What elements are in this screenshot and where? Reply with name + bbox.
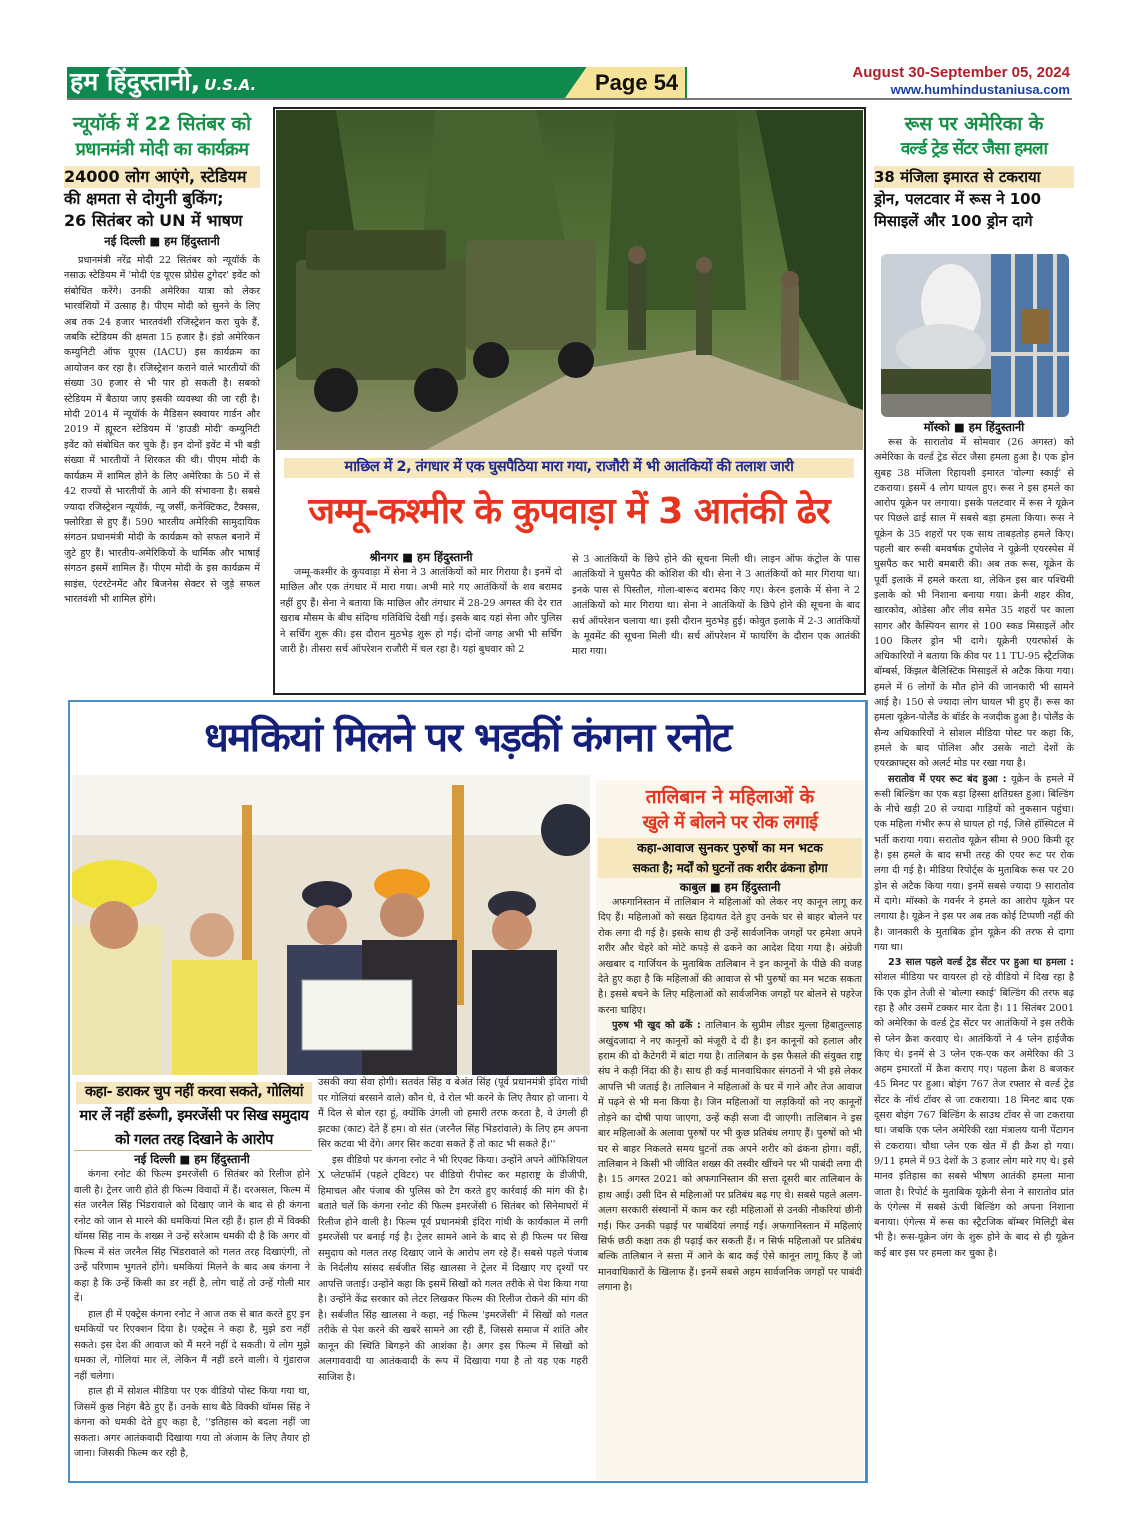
title-text: हम हिंदुस्तानी, — [70, 67, 201, 96]
left-subhead-3: 26 सितंबर को UN में भाषण — [64, 211, 243, 230]
right-dateline: मॉस्को ■ हम हिंदुस्तानी — [923, 420, 1025, 434]
right-para-1: रूस के सारातोव में सोमवार (26 अगस्त) को अमेरिका के वर्ल्ड ट्रेड सेंटर जैसा हमला हुआ है। एक ड्रोन सुबह 38 मंजिला रिहायशी इमारत 'वोल्गा स्काई' से टकराया। इसमें 4 लोग घायल हुए। रूस ने इस हमले का आरोप यूक्रेन पर लगाया। इसके पलटवार में रूस ने यूक्रेन पर पिछले ढाई साल में सबसे बड़ा हमला किया। रूस ने यूक्रेन के 35 शहरों पर एक साथ ताबड़तोड़ हमले किए। पहली बार रूसी बमवर्षक टुपोलेव ने यूक्रेनी एयरस्पेस में घुसपैठ कर भारी बमबारी की। अब तक रूस, यूक्रेन के पूर्वी इलाके में हमले करता था, लेकिन इस बार पश्चिमी इलाके को भी निशाना बनाया गया। क्रेनी शहर कीव, खारकोव, ओडेसा और लीव समेत 35 शहरों पर काला सागर और कैस्पियन सागर से 100 स्कड मिसाइलें और 100 किलर ड्रोन भी दागे। यूक्रेनी एयरफोर्स के अधिकारियों ने बताया कि कीव पर 11 TU-95 स्ट्रैटजिक बॉम्बर्स, किंझल बैलिस्टिक मिसाइलें से अटैक किया गया। हमले में 6 लोगों के मौत होने की जानकारी भी सामने आई है। 150 से ज्यादा लोग घायल भी हुए हैं। रूस का हमला यूक्रेन-पोलैंड के बॉर्डर के नजदीक हुआ है। पोलैंड के सैन्य अधिकारियों ने सोशल मीडिया पोस्ट पर कहा कि, हमले के बाद पोलिश और उसके नाटो देशों के एयरक्राफ्ट्स को अलर्ट मोड पर रखा गया है। — [874, 437, 1074, 770]
taliban-subhead-2: सकता है; मर्दों को घुटनों तक शरीर ढंकना होगा — [598, 858, 862, 878]
taliban-dateline: काबुल ■ हम हिंदुस्तानी — [679, 880, 781, 894]
left-headline-1: न्यूयॉर्क में 22 सितंबर को — [72, 113, 252, 135]
left-headline-2: प्रधानमंत्री मोदी का कार्यक्रम — [75, 139, 249, 160]
drone-attack-photo — [881, 254, 1069, 417]
kashmir-headline: जम्मू-कश्मीर के कुपवाड़ा में 3 आतंकी ढेर — [308, 491, 830, 532]
taliban-story — [598, 784, 862, 1296]
right-body — [874, 435, 1074, 1261]
taliban-body — [598, 895, 862, 1296]
left-subhead-1: 24000 लोग आएंगे, स्टेडियम — [64, 166, 260, 188]
kangana-para-3: हाल ही में सोशल मीडिया पर एक वीडियो पोस्ट किया गया था, जिसमें कुछ निहंग बैठे हुए हैं। उनके साथ बैठे विक्की थॉमस सिंह ने कंगना को धमकी देते हुए कहा है, ''इतिहास को बदला नहीं जा सकता। अगर आतंकवादी दिखाया गया तो अंजाम के लिए तैयार हो जाना। जिसकी फिल्म कर रही है, — [74, 1386, 310, 1459]
right-subhead-1: 38 मंजिला इमारत से टकराया — [874, 166, 1074, 188]
left-body — [64, 253, 260, 607]
taliban-subhead-1: कहा-आवाज सुनकर पुरुषों का मन भटक — [598, 838, 862, 858]
kashmir-body-1 — [280, 565, 562, 657]
taliban-sub-body: तालिबान के सुप्रीम लीडर मुल्ला हिबातुल्लाह अखुंदजादा ने नए कानूनों को मंजूरी दे दी है। इन कानूनों को हलाल और हराम की दो कैटेगरी में बांटा गया है। तालिबान के इस फैसले की संयुक्त राष्ट्र संघ ने कड़ी निंदा की है। साथ ही कई मानवाधिकार संगठनों ने भी इसे लेकर आपत्ति भी जताई है। तालिबान ने महिलाओं के घर में गाने और तेज आवाज में पढ़ने से भी मना किया है। जिन महिलाओं या लड़कियों को नए कानूनों तोड़ने का दोषी पाया जाएगा, उन्हें कड़ी सजा दी जाएगी। तालिबान ने इस बार महिलाओं के अलावा पुरुषों पर भी कुछ प्रतिबंध लगाए हैं। पुरुषों को भी घर से बाहर निकलते समय घुटनों तक अपने शरीर को ढंकना होगा। वहीं, तालिबान ने किसी भी जीवित शख्स की तस्वीर खींचने पर भी पाबंदी लगा दी है। 15 अगस्त 2021 को अफगानिस्तान की सत्ता दूसरी बार तालिबान के हाथ आई। उसी दिन से महिलाओं पर प्रतिबंध बढ़ गए थे। सबसे पहले अलग-अलग सरकारी संस्थानों में काम कर रही महिलाओं से उनकी नौकरियां छीनी गईं। फिर उनकी पढ़ाई पर पाबंदियां लगाई गईं। अफगानिस्तान में महिलाएं सिर्फ छठी कक्षा तक ही पढ़ाई कर सकती हैं। न सिर्फ महिलाओं पर प्रतिबंध बल्कि तालिबान ने सत्ता में आने के बाद कई ऐसे कानून लागू किए हैं जो मानवाधिकारों के खिलाफ हैं। इनमें सबसे अहम सार्वजनिक जगहों पर पाबंदी लगाना है। — [598, 1020, 862, 1294]
kangana-para-5: इस वीडियो पर कंगना रनोट ने भी रिएक्ट किया। उन्होंने अपने ऑफिशियल X प्लेटफॉर्म (पहले ट्विटर) पर वीडियो रीपोस्ट कर महाराष्ट्र के डीजीपी, हिमाचल और पंजाब की पुलिस को टैग करते हुए कार्रवाई की मांग की है। बताते चलें कि कंगना रनोट की फिल्म इमरजेंसी 6 सितंबर को सिनेमाघरों में रिलीज होने वाली है। फिल्म पूर्व प्रधानमंत्री इंदिरा गांधी के कार्यकाल में लगी इमरजेंसी पर बनाई गई है। ट्रेलर सामने आने के बाद से ही फिल्म पर सिख समुदाय को गलत तरह दिखाए जाने के आरोप लग रहे हैं। सबसे पहले पंजाब के निर्दलीय सांसद सर्बजीत सिंह खालसा ने ट्रेलर में दिखाए गए दृश्यों पर आपत्ति जताई। उन्होंने कहा कि इसमें सिखों को गलत तरीके से पेश किया गया है। उन्होंने केंद्र सरकार को लेटर लिखकर फिल्म की रिलीज रोकने की मांग की है। सर्बजीत सिंह खालसा ने कहा, नई फिल्म 'इमरजेंसी' में सिखों को गलत तरीके से पेश करने की खबरें सामने आ रही हैं, जिससे समाज में शांति और कानून की स्थिति बिगड़ने की आशंका है। अगर इस फिल्म में सिखों को अलगाववादी या आतंकवादी के रूप में दिखाया गया है तो यह एक गहरी साजिश है। — [318, 1154, 588, 1383]
kangana-body-1 — [74, 1167, 310, 1462]
kashmir-col-1 — [280, 550, 562, 657]
right-column-frame — [866, 700, 868, 1483]
group-photo-illustration — [72, 775, 590, 1075]
kashmir-col-2 — [572, 552, 860, 660]
forest-road-illustration — [276, 110, 863, 450]
taliban-headline-1: तालिबान ने महिलाओं के — [645, 786, 815, 808]
kangana-subhead: कहा- डराकर चुप नहीं करवा सकते, गोलियां मार लें नहीं डरूंगी, इमरजेंसी पर सिख समुदाय को गलत तरह दिखाने के आरोप — [79, 1084, 309, 1148]
kangana-para-1: कंगना रनोट की फिल्म इमरजेंसी 6 सितंबर को रिलीज होने वाली है। ट्रेलर जारी होते ही फिल्म विवादों में हैं। दरअसल, फिल्म में संत जरनैल सिंह भिंडरावाले को दिखाए जाने के बाद से ही कंगना रनोट को जान से मारने की धमकियां मिल रही हैं। हाल ही में विक्की थॉमस सिंह नाम के शख्स ने उन्हें सरेआम धमकी दी है कि अगर वो फिल्म में संत जरनैल सिंह भिंडरावाले को गलत तरह दिखाएंगी, तो उन्हें परिणाम भुगतने होंगे। धमकियां मिलने के बाद अब कंगना ने कहा है कि उन्हें किसी का डर नहीं है, लोग चाहें तो उन्हें गोली मार दें। — [74, 1169, 310, 1304]
taliban-subtitle: पुरुष भी खुद को ढकें : — [612, 1020, 701, 1032]
kangana-para-2: हाल ही में एक्ट्रेस कंगना रनोट ने आज तक से बात करते हुए इन धमकियों पर रिएक्शन दिया है। एक्ट्रेस ने कहा है, मुझे डरा नहीं सकते। इस देश की आवाज को मैं मरने नहीं दे सकती। ये लोग मुझे धमका लें, गोलियां मार लें, लेकिन मैं नहीं डरने वाली। ये गुंडाराज नहीं चलेगा। — [74, 1308, 310, 1382]
newspaper-title — [70, 66, 256, 98]
kashmir-para-2: से 3 आतंकियों के छिपे होने की सूचना मिली थी। लाइन ऑफ कंट्रोल के पास आतंकियों ने घुसपैठ की कोशिश की थी। सेना ने 3 आतंकियों को मार गिराया था। इनके पास से पिस्तौल, गोला-बारूद बरामद किए गए। केरन इलाके में सेना ने 2 आतंकियों को मार गिराया था। सेना ने आतंकियों के छिपे होने की सूचना के बाद सर्च ऑपरेशन चलाया था। इसी दौरान मुठभेड़ हुई। कोवुत इलाके में 2-3 आतंकियों के मूवमेंट की सूचना मिली थी। सर्च ऑपरेशन में फायरिंग के दौरान एक आतंकी मारा गया। — [572, 554, 860, 658]
kangana-headline: धमकियां मिलने पर भड़कीं कंगना रनोट — [204, 715, 731, 761]
kashmir-kicker: माछिल में 2, तंगधार में एक घुसपैठिया मारा गया, राजौरी में भी आतंकियों की तलाश जारी — [344, 459, 794, 475]
right-headline-2: वर्ल्ड ट्रेड सेंटर जैसा हमला — [900, 139, 1048, 159]
right-subtitle-2: 23 साल पहले वर्ल्ड ट्रेड सेंटर पर हुआ था हमला : — [888, 957, 1074, 969]
kashmir-body-2 — [572, 552, 860, 660]
kangana-para-4: उसकी क्या सेवा होगी। सतवंत सिंह व बेअंत सिंह (पूर्व प्रधानमंत्री इंदिरा गांधी पर गोलियां बरसाने वाले) कौन थे, वे रोल भी करने के लिए तैयार हो जाना। ये मैं दिल से बोल रहा हूं, क्योंकि उंगली जो हमारी तरफ करता है, वे उंगली ही झटका (काट) देते हैं हम। वो संत (जरनैल सिंह भिंडरांवाले) के लिए हम अपना सिर कटवा भी देंगे। अगर सिर कटवा सकते हैं तो काट भी सकते हैं।'' — [318, 1077, 588, 1150]
right-subhead-3: मिसाइलें और 100 ड्रोन दागे — [874, 212, 1033, 230]
left-story — [64, 112, 260, 607]
right-body-block — [874, 420, 1074, 1261]
kangana-dateline: नई दिल्ली ■ हम हिंदुस्तानी — [134, 1152, 250, 1166]
taliban-headline-2: खुले में बोलने पर रोक लगाई — [642, 812, 818, 833]
right-sub-body-1: यूक्रेन के हमले में रूसी बिल्डिंग का एक बड़ा हिस्सा क्षतिग्रस्त हुआ। बिल्डिंग के नीचे खड़ी 20 से ज्यादा गाड़ियों को नुकसान पहुंचा। एक महिला गंभीर रूप से घायल हो गई, जिसे हॉस्पिटल में भर्ती कराया गया। सरातोव यूक्रेन सीमा से 900 किमी दूर है। इस हमले के बाद सभी तरह की एयर रूट पर रोक लगा दी गई है। मीडिया रिपोर्ट्स के मुताबिक रूस पर 20 ड्रोन से अटैक किया गया। इनमें सबसे ज्यादा 9 सारातोव में दागे। मॉस्को के गवर्नर ने हमले का आरोप यूक्रेन पर लगाया है। यूक्रेन ने इस पर अब तक कोई टिप्पणी नहीं की है। जानकारी के मुताबिक ड्रोन यूक्रेन की तरफ से दागा गया था। — [874, 773, 1074, 953]
issue-date: August 30-September 05, 2024 — [852, 64, 1070, 81]
subhead-underline — [74, 1150, 312, 1151]
kangana-body-2 — [318, 1075, 588, 1385]
website-link[interactable]: www.humhindustaniusa.com — [890, 82, 1070, 97]
right-subhead-2: ड्रोन, पलटवार में रूस ने 100 — [874, 190, 1042, 208]
kashmir-para-1: जम्मू-कश्मीर के कुपवाड़ा में सेना ने 3 आतंकियों को मार गिराया है। इनमें दो माछिल और एक तंगधार में मारा गया। अभी मारे गए आतंकियों के शव बरामद नहीं हुए हैं। सेना ने बताया कि माछिल और तंगधार में 28-29 अगस्त की देर रात खराब मौसम के बीच संदिग्ध गतिविधि देखी गई। इसके बाद यहां सेना और पुलिस ने सर्चिंग शुरू की। इस दौरान मुठभेड़ शुरू हो गई। दोनों जगह अभी भी सर्चिंग जारी है। तीसरा सर्च ऑपरेशन राजौरी में चल रहा है। यहां बुधवार को 2 — [280, 567, 562, 656]
right-sub-body-2: सोशल मीडिया पर वायरल हो रहे वीडियो में दिख रहा है कि एक ड्रोन तेजी से 'बोल्गा स्काई' बिल्डिंग की तरफ बढ़ रहा है और उसमें टक्कर मार देता है। 11 सितंबर 2001 को अमेरिका के वर्ल्ड ट्रेड सेंटर पर आतंकियों ने इस तरीके से प्लेन क्रैश करवाए थे। आतंकियों ने 4 प्लेन हाईजैक किए थे। इनमें से 3 प्लेन एक-एक कर अमेरिका की 3 अहम इमारतों में क्रैश कराए गए। पहला क्रैश 8 बजकर 45 मिनट पर हुआ। बोइंग 767 तेज रफ्तार से वर्ल्ड ट्रेड सेंटर के नॉर्थ टॉवर से जा टकराया। 18 मिनट बाद एक दूसरा बोइंग 767 बिल्डिंग के साउथ टॉवर से जा टकराया था। जबकि एक प्लेन अमेरिकी रक्षा मंत्रालय यानी पेंटागन से टकराया। चौथा प्लेन एक खेत में ही क्रैश हो गया। 9/11 हमले में 93 देशों के 3 हजार लोग मारे गए थे। इसे मानव इतिहास का सबसे भीषण आतंकी हमला माना जाता है। रिपोर्ट के मुताबिक यूक्रेनी सेना ने सारातोव प्रांत के एंगेल्स में सबसे ऊंची बिल्डिंग को अपना निशाना बनाया। एंगेल्स में रूस का स्ट्रैटजिक बॉम्बर मिलिट्री बेस भी है। रूस-यूक्रेन जंग के शुरू होने के बाद से ही यूक्रेन कई बार इस पर हमला कर चुका है। — [874, 972, 1074, 1259]
explosion-building-illustration — [881, 254, 1069, 417]
taliban-para-1: अफगानिस्तान में तालिबान ने महिलाओं को लेकर नए कानून लागू कर दिए हैं। महिलाओं को सख्त हिदायत देते हुए उनके घर से बाहर बोलने पर रोक लगा दी गई है। इसके साथ ही उन्हें सार्वजनिक जगहों पर हमेशा अपने शरीर और चेहरे को मोटे कपड़े से ढकने का आदेश दिया गया है। अंग्रेजी अखबार द गार्जियन के मुताबिक तालिबान ने इन कानूनों के पीछे की वजह देते हुए कहा है कि महिलाओं की आवाज से भी पुरुषों का मन भटक सकता है। इससे बचने के लिए महिलाओं को सार्वजनिक जगहों पर बोलने से पहरेज करना चाहिए। — [598, 897, 862, 1016]
left-body-para: प्रधानमंत्री नरेंद्र मोदी 22 सितंबर को न्यूयॉर्क के नसाऊ स्टेडियम में 'मोदी एंड यूएस प्रोग्रेस टुगेदर' इवेंट को संबोधित करेंगे। उनकी अमेरिका यात्रा को लेकर भारवंशियों में उत्साह है। पीएम मोदी को सुनने के लिए अब तक 24 हजार भारतवंशी रजिस्ट्रेशन करा चुके हैं, जबकि स्टेडियम की क्षमता 15 हजार है। इंडो अमेरिकन कम्युनिटी ऑफ यूएस (IACU) इस कार्यक्रम का आयोजन कर रहा है। रजिस्ट्रेशन कराने वाले भारतीयों की संख्या 30 हजार से भी पार हो सकती है। सबको स्टेडियम में बैठाया जाए इसकी व्यवस्था की जा रही है। मोदी 2014 में न्यूयॉर्क के मैडिसन स्क्वायर गार्डन और 2019 में ह्यूस्टन स्टेडियम में 'हाउडी मोदी' कम्युनिटी इवेंट को संबोधित कर चुके हैं। इन दोनों इवेंट में भी बड़ी संख्या में भारतीयों ने शिरकत की थी। पीएम मोदी के कार्यक्रम में शामिल होने के लिए अमेरिका के 50 में से 42 राज्यों से भारतीयों के आने की संभावना है। सबसे ज्यादा रजिस्ट्रेशन न्यूयॉर्क, न्यू जर्सी, कनेक्टिकट, टैक्सस, फ्लोरिडा से हुए हैं। 590 भारतीय अमेरिकी सामुदायिक संगठन प्रधानमंत्री मोदी के कार्यक्रम को सफल बनाने में जुटे हुए हैं। भारतीय-अमेरिकियों के धार्मिक और भाषाई संगठन इसमें शामिल हैं। पीएम मोदी के इस कार्यक्रम में साइंस, एंटरटेनमेंट और बिजनेस सेक्टर से जुड़े सफल भारतवंशी भी शामिल होंगे। — [64, 255, 260, 605]
kangana-col-1 — [74, 1152, 310, 1462]
left-subhead-2: की क्षमता से दोगुनी बुकिंग; — [64, 189, 224, 208]
masthead-divider — [67, 98, 1072, 100]
right-headline-1: रूस पर अमेरिका के — [904, 113, 1044, 135]
kashmir-dateline: श्रीनगर ■ हम हिंदुस्तानी — [369, 550, 473, 564]
army-patrol-photo — [276, 110, 863, 450]
right-story — [874, 112, 1074, 232]
title-suffix: U.S.A. — [204, 76, 257, 94]
page-number: Page 54 — [595, 70, 679, 95]
kangana-group-photo — [72, 775, 590, 1075]
kangana-col-2 — [318, 1075, 588, 1385]
right-subtitle-1: सरातोव में एयर रूट बंद हुआ : — [888, 773, 1007, 785]
left-dateline: नई दिल्ली ■ हम हिंदुस्तानी — [104, 234, 220, 248]
